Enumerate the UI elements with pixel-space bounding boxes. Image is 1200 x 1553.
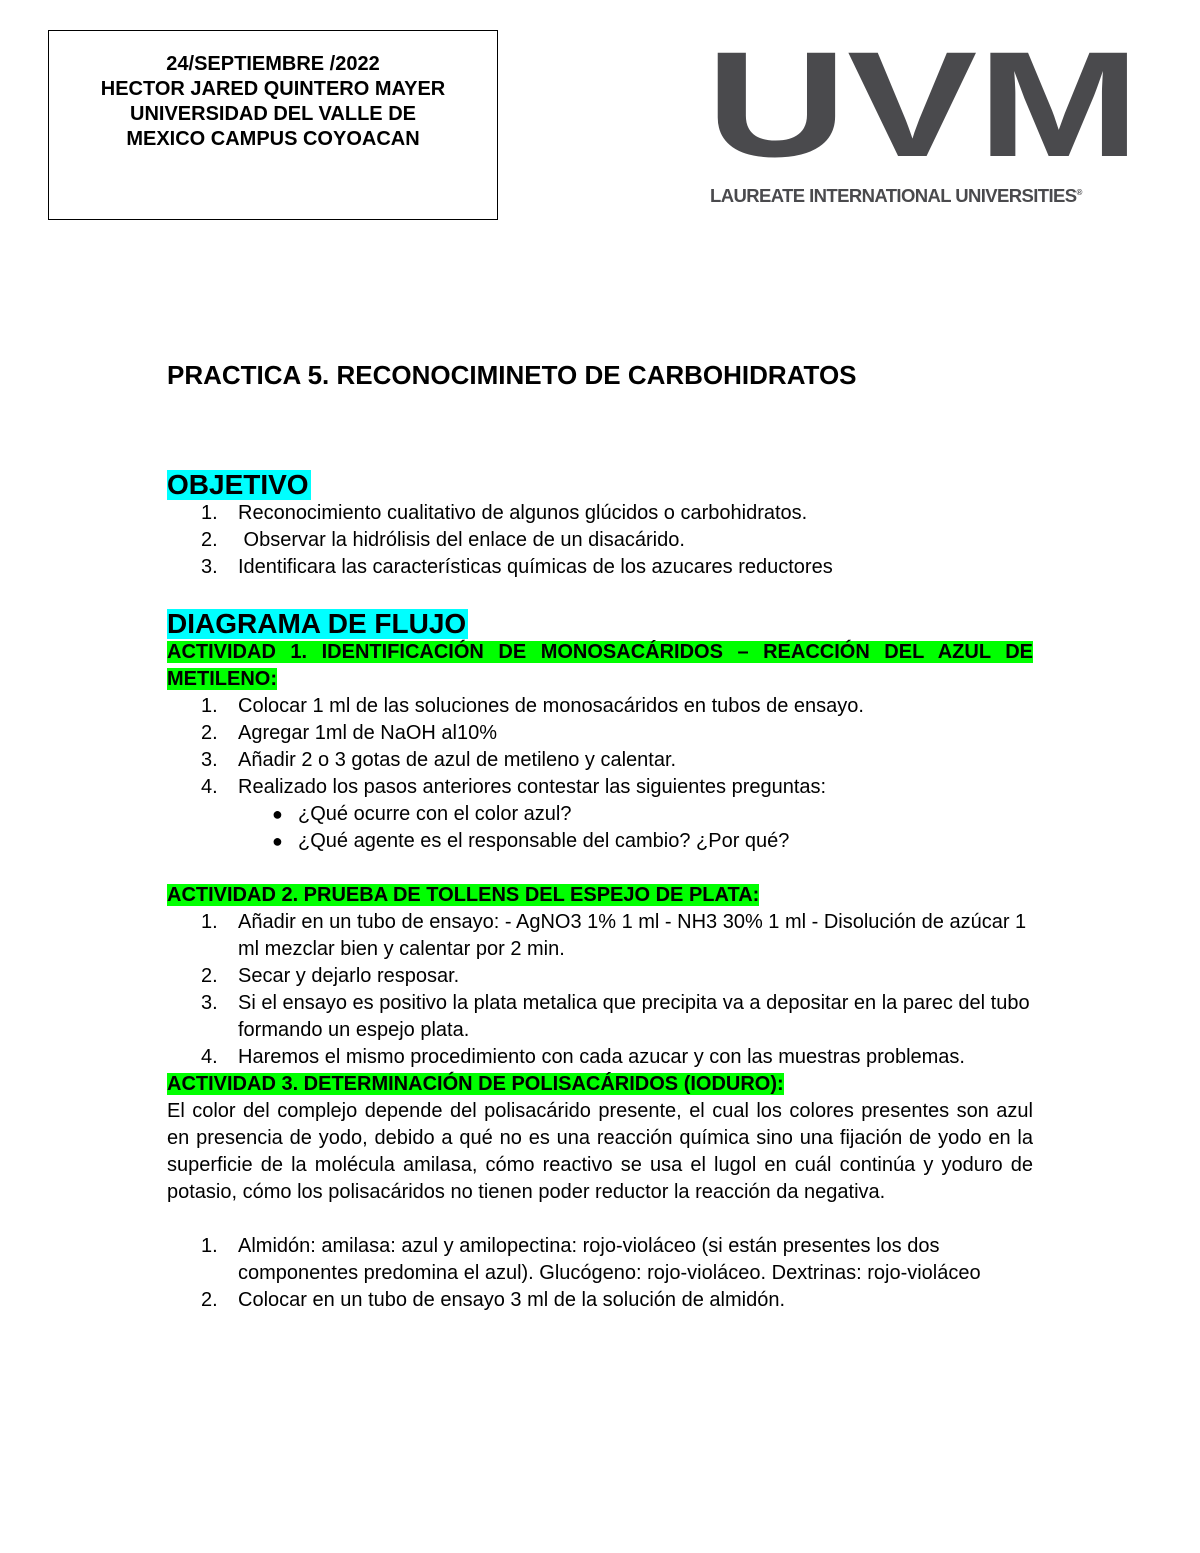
list-number: 4. <box>201 1046 218 1068</box>
list-item <box>167 720 1033 747</box>
list-number: 1. <box>201 502 218 524</box>
list-number: 2. <box>201 529 218 551</box>
list-number: 3. <box>201 749 218 771</box>
page-title: PRACTICA 5. RECONOCIMINETO DE CARBOHIDRATOS <box>167 360 857 390</box>
list-number: 1. <box>201 695 218 717</box>
list-item <box>167 774 1033 801</box>
list-number: 4. <box>201 776 218 798</box>
header-date: 24/SEPTIEMBRE /2022 <box>166 53 380 75</box>
list-item <box>167 990 1033 1044</box>
header-author: HECTOR JARED QUINTERO MAYER <box>100 78 446 100</box>
list-item <box>167 1287 1033 1314</box>
list-text: Colocar 1 ml de las soluciones de monosacáridos en tubos de ensayo. <box>238 695 864 717</box>
list-item <box>167 554 1033 581</box>
list-number: 3. <box>201 992 218 1014</box>
actividad1-questions <box>167 801 1033 855</box>
question-item <box>167 801 1033 828</box>
actividad3-title-text: ACTIVIDAD 3. DETERMINACIÓN DE POLISACÁRIDOS (IODURO): <box>167 1073 784 1095</box>
list-item <box>167 1044 1033 1071</box>
list-text: Observar la hidrólisis del enlace de un disacárido. <box>238 529 685 551</box>
list-text: Reconocimiento cualitativo de algunos glúcidos o carbohidratos. <box>238 502 808 524</box>
actividad3-list <box>167 1233 1033 1314</box>
list-text: Colocar en un tubo de ensayo 3 ml de la solución de almidón. <box>238 1289 786 1311</box>
bullet-icon: ● <box>272 831 283 851</box>
list-text: Secar y dejarlo resposar. <box>238 965 460 987</box>
list-number: 1. <box>201 1235 218 1257</box>
list-item <box>167 527 1033 554</box>
actividad2-title <box>167 882 1033 909</box>
list-text: Realizado los pasos anteriores contestar las siguientes preguntas: <box>238 776 827 798</box>
actividad1-title <box>167 639 1033 693</box>
list-text: Almidón: amilasa: azul y amilopectina: rojo-violáceo (si están presentes los dos componentes predomina el azul). Glucógeno: rojo-violáceo. Dextrinas: rojo-violáceo <box>238 1235 981 1284</box>
list-number: 2. <box>201 965 218 987</box>
question-text: ¿Qué agente es el responsable del cambio? ¿Por qué? <box>298 830 790 852</box>
list-item <box>167 747 1033 774</box>
list-item <box>167 693 1033 720</box>
list-text: Identificara las características químicas de los azucares reductores <box>238 556 833 578</box>
actividad3-title <box>167 1071 1033 1098</box>
list-item <box>167 1233 1033 1287</box>
actividad2-list <box>167 909 1033 1071</box>
header-campus: MEXICO CAMPUS COYOACAN <box>126 128 420 150</box>
actividad1-list <box>167 693 1033 801</box>
list-number: 2. <box>201 1289 218 1311</box>
list-text: Haremos el mismo procedimiento con cada azucar y con las muestras problemas. <box>238 1046 965 1068</box>
diagrama-heading: DIAGRAMA DE FLUJO <box>167 608 467 639</box>
uvm-logo-text: UVM <box>706 36 1140 188</box>
actividad1-title-text: ACTIVIDAD 1. IDENTIFICACIÓN DE MONOSACÁRIDOS – REACCIÓN DEL AZUL DE METILENO: <box>167 641 1033 690</box>
list-number: 2. <box>201 722 218 744</box>
bullet-icon: ● <box>272 804 283 824</box>
list-item <box>167 500 1033 527</box>
actividad2-title-text: ACTIVIDAD 2. PRUEBA DE TOLLENS DEL ESPEJO DE PLATA: <box>167 884 760 906</box>
header-box <box>48 30 498 220</box>
question-text: ¿Qué ocurre con el color azul? <box>298 803 572 825</box>
list-number: 1. <box>201 911 218 933</box>
list-text: Si el ensayo es positivo la plata metalica que precipita va a depositar en la parec del tubo formando un espejo plata. <box>238 992 1030 1041</box>
list-number: 3. <box>201 556 218 578</box>
objetivo-heading: OBJETIVO <box>167 469 309 500</box>
list-item <box>167 963 1033 990</box>
logo-caption-text: LAUREATE INTERNATIONAL UNIVERSITIES <box>710 185 1077 206</box>
logo-caption <box>710 185 1150 207</box>
header-university: UNIVERSIDAD DEL VALLE DE <box>130 103 416 125</box>
registered-mark: ® <box>1076 187 1082 197</box>
question-item <box>167 828 1033 855</box>
list-text: Añadir 2 o 3 gotas de azul de metileno y calentar. <box>238 749 677 771</box>
main-content <box>167 358 1033 1314</box>
actividad3-paragraph: El color del complejo depende del polisacárido presente, el cual los colores presentes son azul en presencia de yodo, debido a qué no es una reacción química sino una fijación de yodo en la superficie de la molécula amilasa, cómo reactivo se usa el lugol en cuál continúa y yoduro de potasio, cómo los polisacáridos no tienen poder reductor la reacción da negativa. <box>167 1100 1033 1203</box>
list-item <box>167 909 1033 963</box>
objetivo-list <box>167 500 1033 581</box>
list-text: Añadir en un tubo de ensayo: - AgNO3 1% 1 ml - NH3 30% 1 ml - Disolución de azúcar 1 ml mezclar bien y calentar por 2 min. <box>238 911 1027 960</box>
list-text: Agregar 1ml de NaOH al10% <box>238 722 498 744</box>
